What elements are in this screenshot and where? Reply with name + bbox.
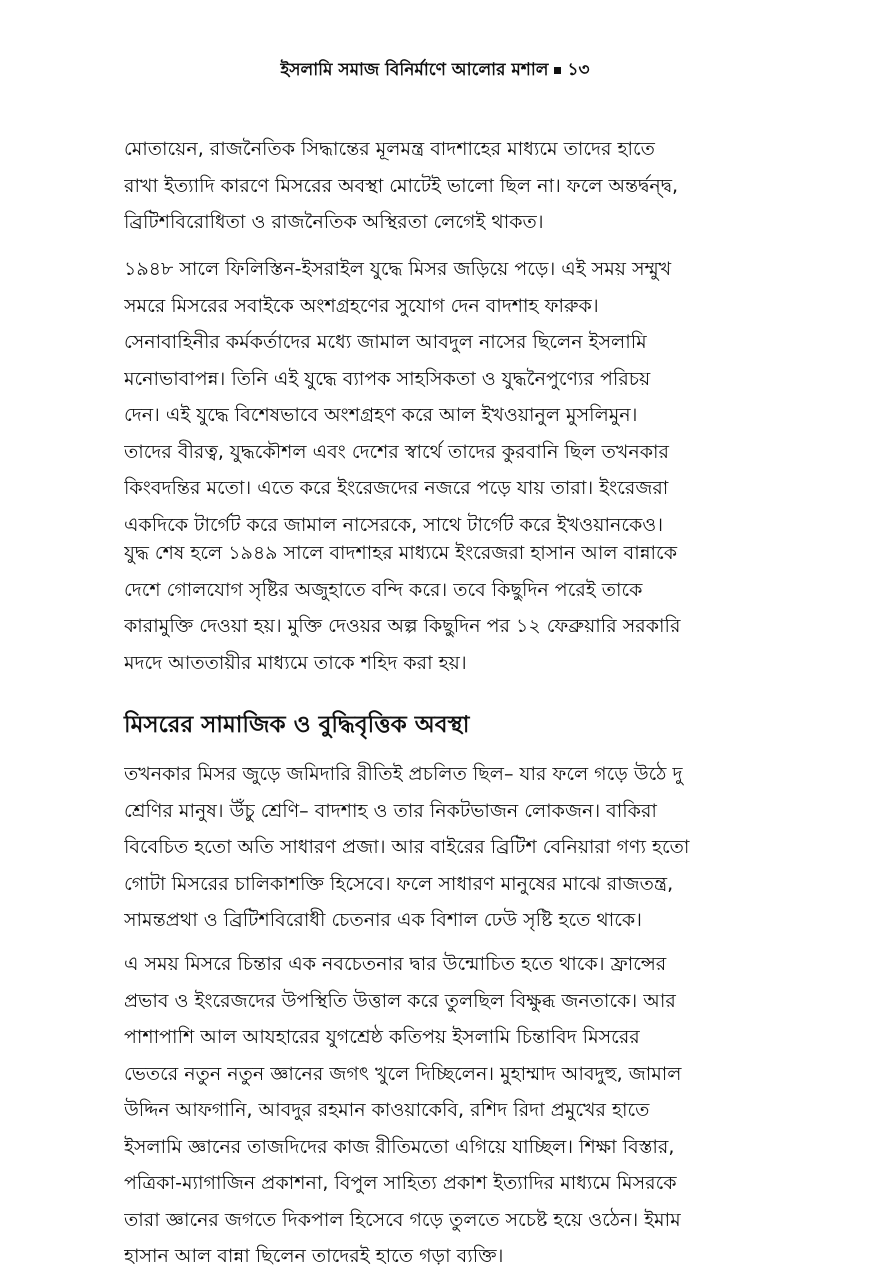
text-line: মনোভাবাপন্ন। তিনি এই যুদ্ধে ব্যাপক সাহসিকতা ও যুদ্ধনৈপুণ্যের পরিচয় xyxy=(124,367,651,390)
separator-square-icon xyxy=(554,67,561,74)
page-number: ১৩ xyxy=(567,60,590,80)
text-line: পাশাপাশি আল আযহারের যুগশ্রেষ্ঠ কতিপয় ইসলামি চিন্তাবিদ মিসরের xyxy=(124,1026,640,1048)
text-line: সমরে মিসরের সবাইকে অংশগ্রহণের সুযোগ দেন বাদশাহ ফারুক। xyxy=(124,294,599,317)
text-line: গোটা মিসরের চালিকাশক্তি হিসেবে। ফলে সাধারণ মানুষের মাঝে রাজতন্ত্র, xyxy=(124,872,674,895)
text-line: দেন। এই যুদ্ধে বিশেষভাবে অংশগ্রহণ করে আল ইখওয়ানুল মুসলিমুন। xyxy=(124,404,638,426)
text-line: তাদের বীরত্ব, যুদ্ধকৌশল এবং দেশের স্বার্থে তাদের কুরবানি ছিল তখনকার xyxy=(124,440,669,463)
text-line: মোতায়েন, রাজনৈতিক সিদ্ধান্তের মূলমন্ত্র বাদশাহের মাধ্যমে তাদের হাতে xyxy=(124,138,655,160)
text-line: তখনকার মিসর জুড়ে জমিদারি রীতিই প্রচলিত ছিল– যার ফলে গড়ে উঠে দু xyxy=(124,763,683,785)
text-line: মদদে আততায়ীর মাধ্যমে তাকে শহিদ করা হয়। xyxy=(124,651,467,674)
text-line: কিংবদন্তির মতো। এতে করে ইংরেজদের নজরে পড়ে যায় তারা। ইংরেজরা xyxy=(124,477,669,499)
text-line: একদিকে টার্গেট করে জামাল নাসেরকে, সাথে টার্গেট করে ইখওয়ানকেও। xyxy=(124,513,664,536)
text-line: ইসলামি জ্ঞানের তাজদিদের কাজ রীতিমতো এগিয়ে যাচ্ছিল। শিক্ষা বিস্তার, xyxy=(124,1135,675,1158)
text-line: পত্রিকা-ম্যাগাজিন প্রকাশনা, বিপুল সাহিত্য প্রকাশ ইত্যাদির মাধ্যমে মিসরকে xyxy=(124,1172,677,1194)
text-line: ব্রিটিশবিরোধিতা ও রাজনৈতিক অস্থিরতা লেগেই থাকত। xyxy=(124,211,544,233)
text-line: সামন্তপ্রথা ও ব্রিটিশবিরোধী চেতনার এক বিশাল ঢেউ সৃষ্টি হতে থাকে। xyxy=(124,909,642,931)
text-line: ১৯৪৮ সালে ফিলিস্তিন-ইসরাইল যুদ্ধে মিসর জড়িয়ে পড়ে। এই সময় সম্মুখ xyxy=(124,258,672,280)
text-line: কারামুক্তি দেওয়া হয়। মুক্তি দেওয়র অল্প কিছুদিন পর ১২ ফেব্রুয়ারি সরকারি xyxy=(124,615,681,637)
text-line: দেশে গোলযোগ সৃষ্টির অজুহাতে বন্দি করে। তবে কিছুদিন পরেই তাকে xyxy=(124,578,643,601)
running-header xyxy=(0,58,870,82)
text-line: তারা জ্ঞানের জগতে দিকপাল হিসেবে গড়ে তুলতে সচেষ্ট হয়ে ওঠেন। ইমাম xyxy=(124,1208,681,1231)
text-line: শ্রেণির মানুষ। উঁচু শ্রেণি– বাদশাহ ও তার নিকটভাজন লোকজন। বাকিরা xyxy=(124,799,657,822)
text-line: যুদ্ধ শেষ হলে ১৯৪৯ সালে বাদশাহর মাধ্যমে ইংরেজরা হাসান আল বান্নাকে xyxy=(124,542,677,564)
paragraph-2 xyxy=(124,251,764,543)
section-heading: মিসরের সামাজিক ও বুদ্ধিবৃত্তিক অবস্থা xyxy=(124,712,470,738)
paragraph-4 xyxy=(124,756,764,939)
text-line: ভেতরে নতুন নতুন জ্ঞানের জগৎ খুলে দিচ্ছিলেন। মুহাম্মাদ আবদুহু, জামাল xyxy=(124,1062,682,1085)
text-line: উদ্দিন আফগানি, আবদুর রহমান কাওয়াকেবি, রশিদ রিদা প্রমুখের হাতে xyxy=(124,1099,650,1121)
text-line: রাখা ইত্যাদি কারণে মিসরের অবস্থা মোটেই ভালো ছিল না। ফলে অন্তর্দ্বন্দ্ব, xyxy=(124,174,679,197)
paragraph-3 xyxy=(124,535,764,681)
book-title: ইসলামি সমাজ বিনির্মাণে আলোর মশাল xyxy=(280,60,549,80)
text-line: সেনাবাহিনীর কর্মকর্তাদের মধ্যে জামাল আবদুল নাসের ছিলেন ইসলামি xyxy=(124,331,647,353)
paragraph-1 xyxy=(124,131,764,241)
paragraph-5 xyxy=(124,946,764,1275)
text-line: এ সময় মিসরে চিন্তার এক নবচেতনার দ্বার উন্মোচিত হতে থাকে। ফ্রান্সের xyxy=(124,953,667,975)
text-line: বিবেচিত হতো অতি সাধারণ প্রজা। আর বাইরের ব্রিটিশ বেনিয়ারা গণ্য হতো xyxy=(124,836,690,858)
text-line: প্রভাব ও ইংরেজদের উপস্থিতি উত্তাল করে তুলছিল বিক্ষুব্ধ জনতাকে। আর xyxy=(124,989,676,1012)
text-line: হাসান আল বান্না ছিলেন তাদেরই হাতে গড়া ব্যক্তি। xyxy=(124,1245,504,1267)
